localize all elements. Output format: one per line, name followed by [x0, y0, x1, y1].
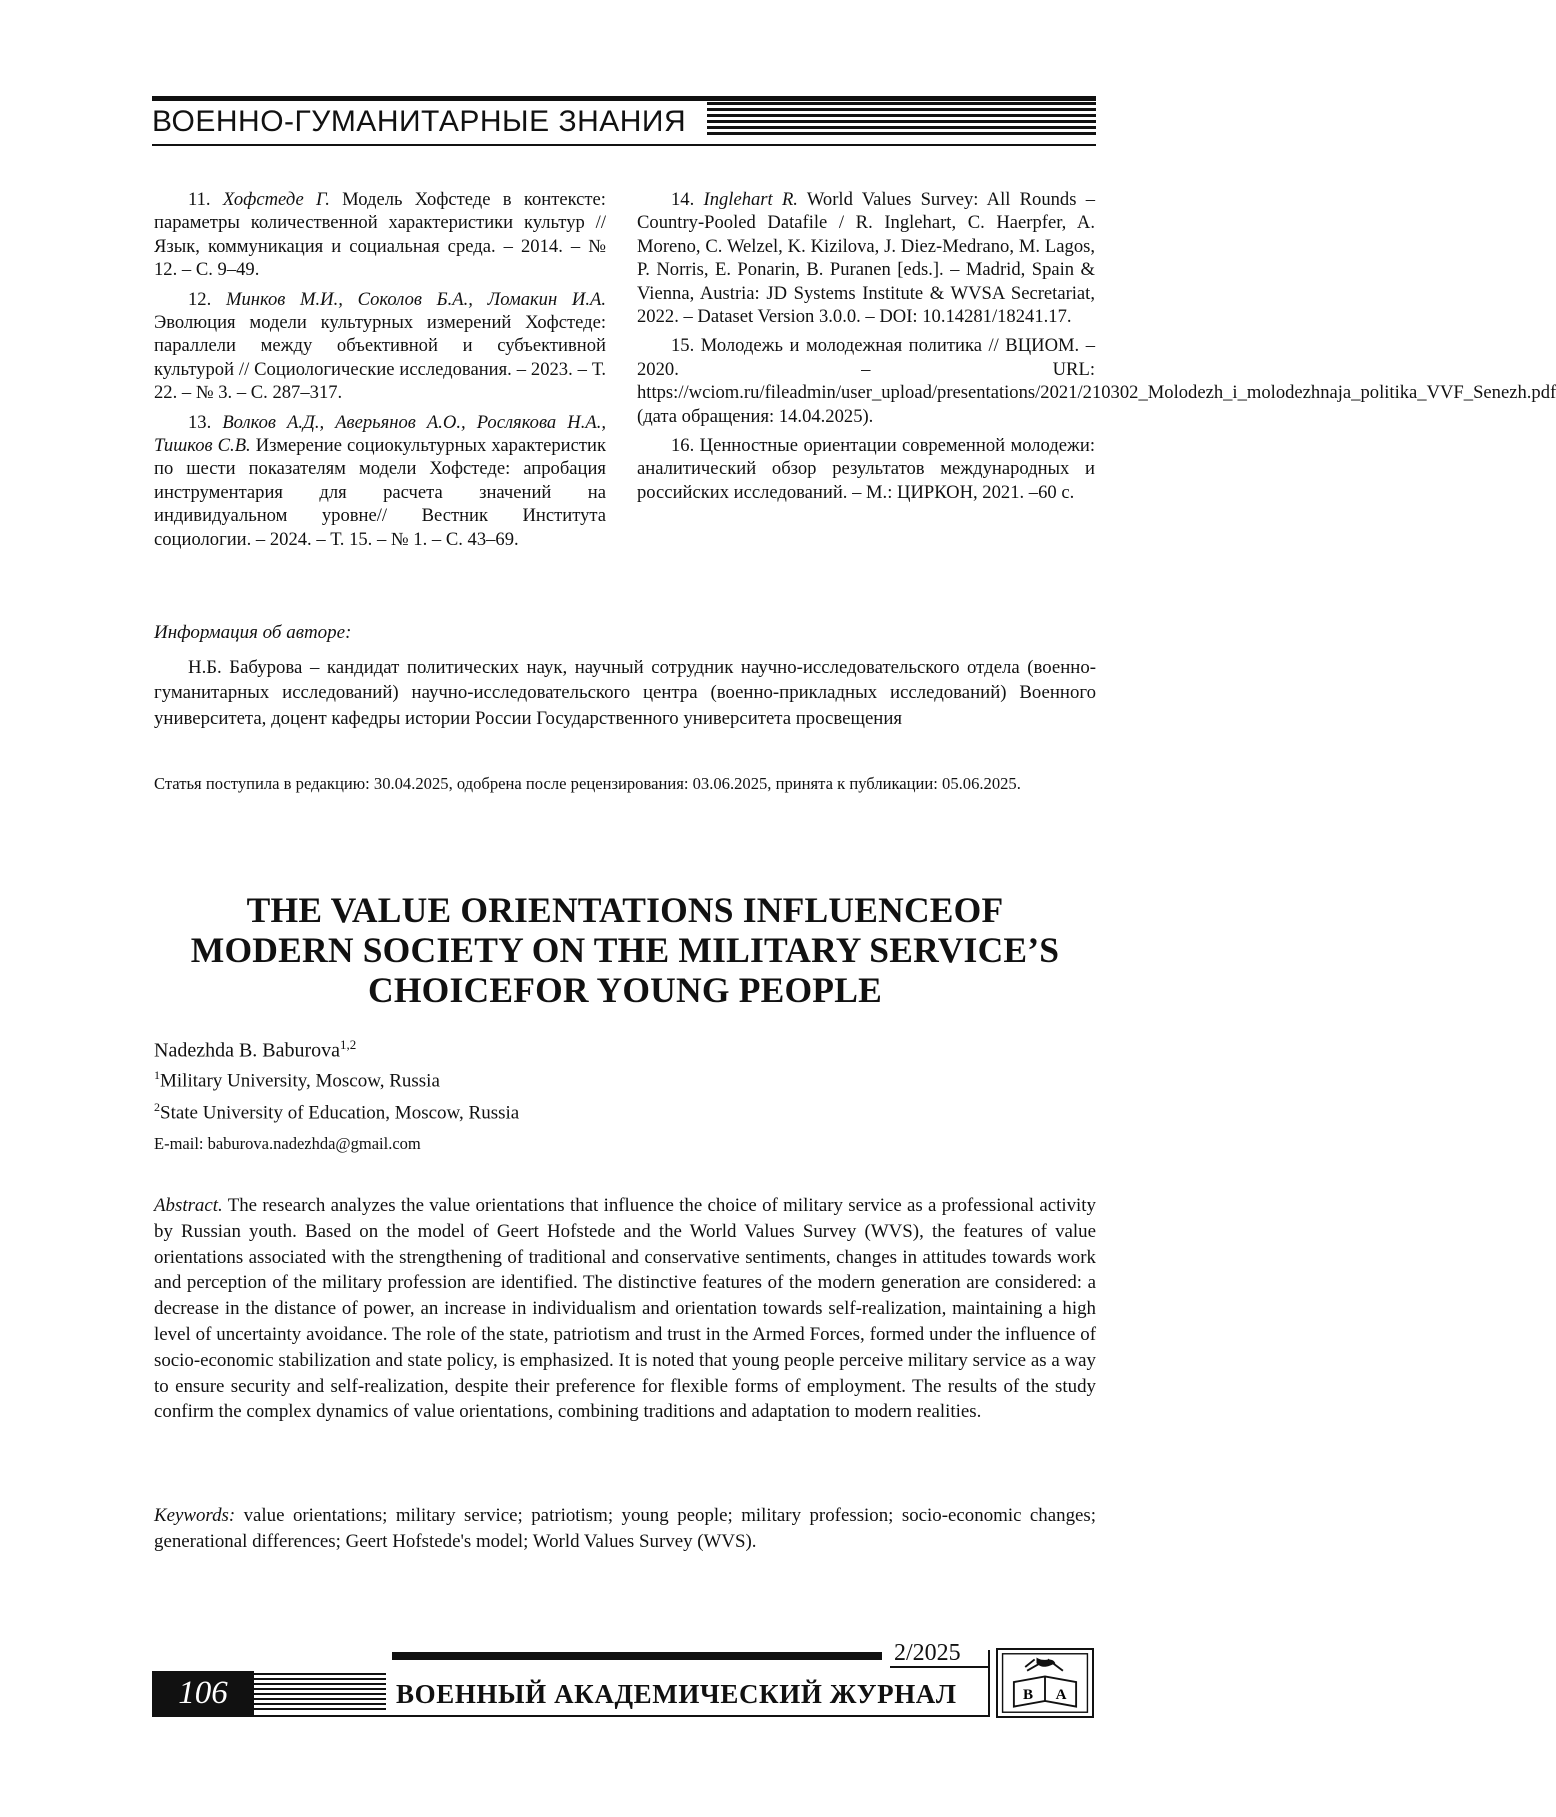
abstract: Abstract. The research analyzes the value orientations that influence the choice of military service as a professional activity by Russian youth. Based on the model of Geert Hofstede and the World Values Survey (WVS), the features of value orientations associated with the strengthening of traditional and conservative sentiments, changes in attitudes towards work and perception of the military profession are identified. The distinctive features of the modern generation are considered: a decrease in the distance of power, an increase in individualism and orientation towards self-realization, maintaining a high level of uncertainty avoidance. The role of the state, patriotism and trust in the Armed Forces, formed under the influence of socio-economic stabilization and state policy, is emphasized. It is noted that young people perceive military service as a way to ensure security and self-realization, despite their preference for flexible forms of employment. The results of the study confirm the complex dynamics of value orientations, combining traditions and adaptation to modern realities. [154, 1195, 1096, 1423]
logo-letter-left: В [1022, 1687, 1034, 1704]
references-left-column [154, 188, 606, 557]
header-stripes [707, 102, 1096, 140]
reference-item: 11. Хофстеде Г. Модель Хофстеде в контексте: параметры количественной характеристики культур // Язык, коммуникация и социальная среда. – 2014. – № 12. – С. 9–49. [154, 189, 606, 281]
header-bottom-rule [152, 144, 1096, 146]
footer-stripes [254, 1673, 386, 1713]
page-number: 106 [152, 1671, 254, 1715]
reference-item: 16. Ценностные ориентации современной молодежи: аналитический обзор результатов международных и российских исследований. – М.: ЦИРКОН, 2021. –60 с. [637, 435, 1095, 503]
author-email: E-mail: baburova.nadezhda@gmail.com [154, 1134, 421, 1153]
author-info-label: Информация об авторе: [154, 622, 352, 643]
issue-underline [890, 1666, 988, 1668]
issue-number: 2/2025 [894, 1640, 961, 1666]
article-title: THE VALUE ORIENTATIONS INFLUENCEOF MODERN SOCIETY ON THE MILITARY SERVICE’S CHOICEFOR YOUNG PEOPLE [190, 890, 1060, 1010]
affiliation-2: $^2$State University of Education, Moscow, Russia [154, 1100, 520, 1124]
reference-item: 13. Волков А.Д., Аверьянов А.О., Рослякова Н.А., Тишков С.В. Измерение социокультурных характеристик по шести показателям модели Хофстеде: апробация инструментария для расчета значений на индивидуальном уровне// Вестник Института социологии. – 2024. – Т. 15. – № 1. – С. 43–69. [154, 411, 607, 550]
reference-item: 15. Молодежь и молодежная политика // ВЦИОМ. – 2020. – URL: https://wciom.ru/fileadmin/user_upload/presentations/2021/210302_Molodezh_i_molodezhnaja_politika_VVF_Senezh.pdf (дата обращения: 14.04.2025). [637, 335, 1556, 427]
header-top-rule [152, 96, 1096, 101]
logo-letter-right: А [1055, 1687, 1067, 1704]
reference-item: 12. Минков М.И., Соколов Б.А., Ломакин И.А. Эволюция модели культурных измерений Хофстеде: параллели между объективной и субъективной культурой // Социологические исследования. – 2023. – Т. 22. – № 3. – С. 287–317. [154, 288, 606, 404]
keywords: Keywords: value orientations; military service; patriotism; young people; military profession; socio-economic changes; generational differences; Geert Hofstede's model; World Values Survey (WVS). [154, 1505, 1096, 1552]
author-name: Nadezhda B. Baburova$^{1,2}$ [154, 1037, 357, 1062]
reference-item: 14. Inglehart R. World Values Survey: All Rounds – Country-Pooled Datafile / R. Inglehart, C. Haerpfer, A. Moreno, C. Welzel, K. Kizilova, J. Diez-Medrano, M. Lagos, P. Norris, E. Ponarin, B. Puranen [eds.]. – Madrid, Spain & Vienna, Austria: JD Systems Institute & WVSA Secretariat, 2022. – Dataset Version 3.0.0. – DOI: 10.14281/18241.17. [637, 189, 1096, 328]
affiliation-1: $^1$Military University, Moscow, Russia [154, 1068, 440, 1092]
footer-bottom-rule [152, 1715, 990, 1717]
author-info-text: Н.Б. Бабурова – кандидат политических наук, научный сотрудник научно-исследовательского отдела (военно-гуманитарных исследований) научно-исследовательского центра (военно-прикладных исследований) Военного университета, доцент кафедры истории России Государственного университета просвещения [154, 657, 1096, 729]
footer-journal-title: ВОЕННЫЙ АКАДЕМИЧЕСКИЙ ЖУРНАЛ [396, 1679, 957, 1709]
journal-title: ВОЕННО-ГУМАНИТАРНЫЕ ЗНАНИЯ [152, 105, 687, 138]
references-right-column [637, 188, 1556, 510]
logo-emblem-icon [998, 1650, 1092, 1716]
journal-header [152, 96, 1096, 146]
footer-divider [988, 1650, 990, 1717]
submission-dates: Статья поступила в редакцию: 30.04.2025, одобрена после рецензирования: 03.06.2025, принята к публикации: 05.06.2025. [154, 774, 1021, 793]
footer-top-rule [392, 1652, 882, 1660]
journal-logo [996, 1648, 1094, 1718]
